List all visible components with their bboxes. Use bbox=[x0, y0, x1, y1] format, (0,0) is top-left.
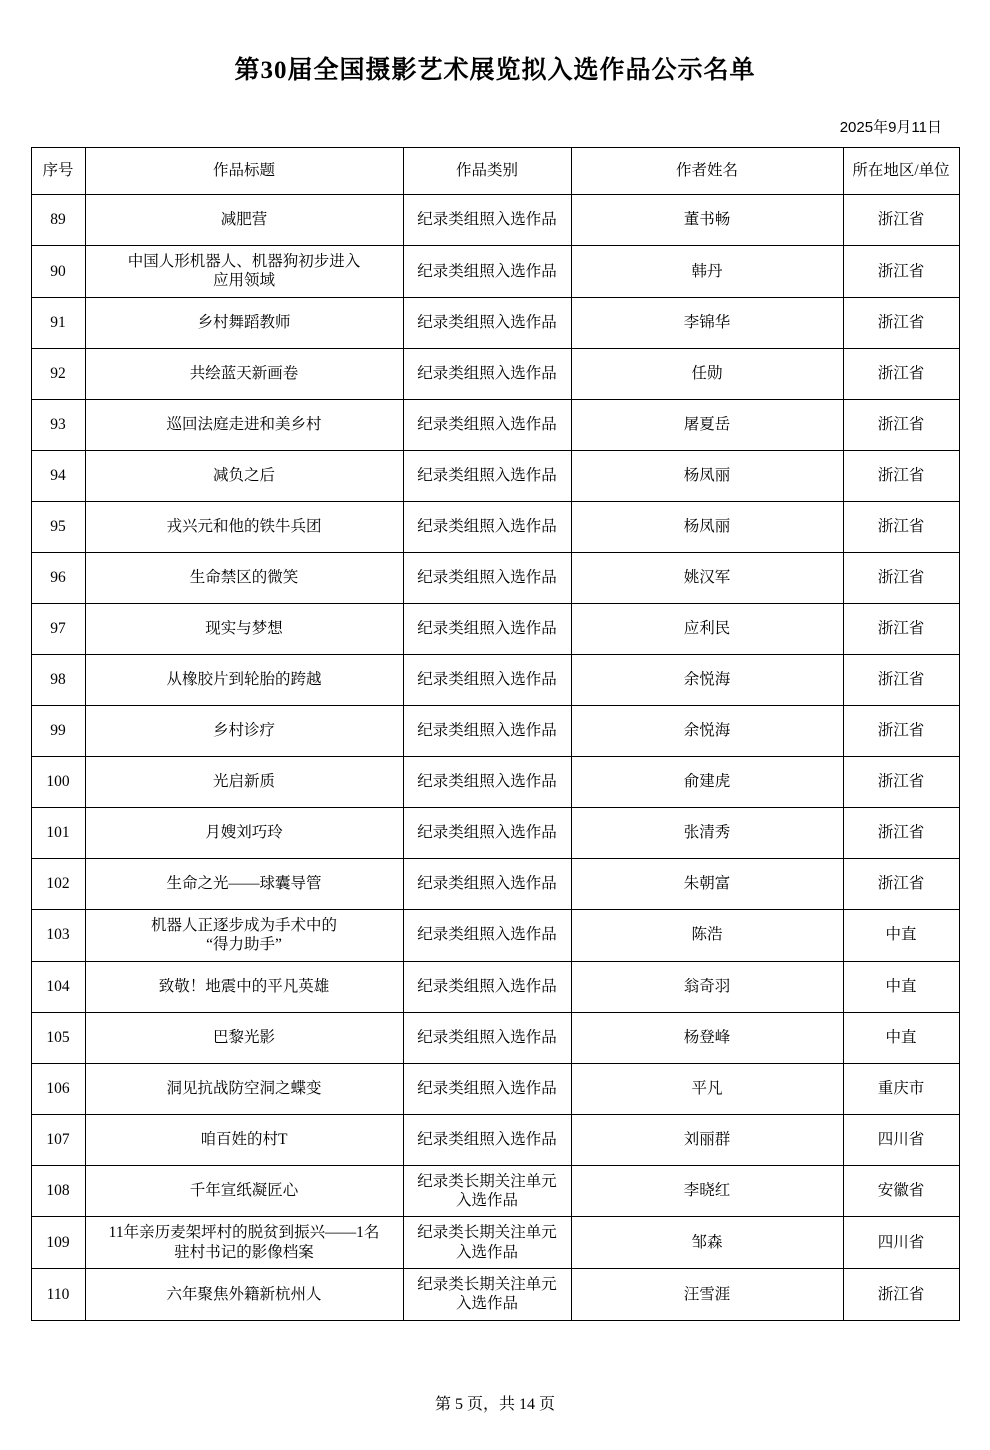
column-header-title: 作品标题 bbox=[85, 148, 403, 195]
cell-index: 103 bbox=[31, 909, 85, 961]
cell-author: 杨凤丽 bbox=[571, 501, 843, 552]
table-row bbox=[31, 858, 959, 909]
cell-author: 翁奇羽 bbox=[571, 961, 843, 1012]
table-row bbox=[31, 552, 959, 603]
table-row bbox=[31, 961, 959, 1012]
column-header-index: 序号 bbox=[31, 148, 85, 195]
cell-index: 91 bbox=[31, 297, 85, 348]
cell-author: 李晓红 bbox=[571, 1165, 843, 1217]
cell-author: 俞建虎 bbox=[571, 756, 843, 807]
table-row bbox=[31, 1165, 959, 1217]
cell-category: 纪录类组照入选作品 bbox=[403, 1012, 571, 1063]
cell-index: 94 bbox=[31, 450, 85, 501]
cell-index: 110 bbox=[31, 1269, 85, 1321]
cell-author: 朱朝富 bbox=[571, 858, 843, 909]
cell-title: 戎兴元和他的铁牛兵团 bbox=[85, 501, 403, 552]
cell-title: 减负之后 bbox=[85, 450, 403, 501]
cell-category: 纪录类组照入选作品 bbox=[403, 246, 571, 298]
cell-category: 纪录类组照入选作品 bbox=[403, 909, 571, 961]
table-row bbox=[31, 756, 959, 807]
selected-works-table bbox=[31, 147, 960, 1321]
table-row bbox=[31, 654, 959, 705]
cell-index: 92 bbox=[31, 348, 85, 399]
table-row bbox=[31, 348, 959, 399]
cell-category: 纪录类组照入选作品 bbox=[403, 450, 571, 501]
table-row bbox=[31, 399, 959, 450]
table-row bbox=[31, 1012, 959, 1063]
cell-index: 101 bbox=[31, 807, 85, 858]
cell-author: 平凡 bbox=[571, 1063, 843, 1114]
cell-category: 纪录类组照入选作品 bbox=[403, 297, 571, 348]
column-header-region: 所在地区/单位 bbox=[843, 148, 959, 195]
table-row bbox=[31, 1269, 959, 1321]
cell-category: 纪录类组照入选作品 bbox=[403, 603, 571, 654]
cell-index: 108 bbox=[31, 1165, 85, 1217]
table-header-row bbox=[31, 148, 959, 195]
cell-region: 浙江省 bbox=[843, 399, 959, 450]
cell-title: 巴黎光影 bbox=[85, 1012, 403, 1063]
publish-date: 2025年9月11日 bbox=[839, 119, 942, 136]
cell-category: 纪录类组照入选作品 bbox=[403, 348, 571, 399]
table-row bbox=[31, 195, 959, 246]
cell-region: 浙江省 bbox=[843, 807, 959, 858]
cell-category: 纪录类组照入选作品 bbox=[403, 858, 571, 909]
cell-title: 咱百姓的村T bbox=[85, 1114, 403, 1165]
cell-category: 纪录类组照入选作品 bbox=[403, 756, 571, 807]
table-row bbox=[31, 807, 959, 858]
cell-category: 纪录类组照入选作品 bbox=[403, 195, 571, 246]
cell-region: 中直 bbox=[843, 909, 959, 961]
column-header-author: 作者姓名 bbox=[571, 148, 843, 195]
cell-title: 中国人形机器人、机器狗初步进入 应用领域 bbox=[85, 246, 403, 298]
cell-region: 浙江省 bbox=[843, 195, 959, 246]
cell-region: 浙江省 bbox=[843, 858, 959, 909]
cell-title: 乡村舞蹈教师 bbox=[85, 297, 403, 348]
cell-region: 浙江省 bbox=[843, 348, 959, 399]
table-row bbox=[31, 705, 959, 756]
cell-index: 100 bbox=[31, 756, 85, 807]
cell-author: 汪雪涯 bbox=[571, 1269, 843, 1321]
cell-author: 张清秀 bbox=[571, 807, 843, 858]
cell-author: 余悦海 bbox=[571, 705, 843, 756]
table-row bbox=[31, 603, 959, 654]
cell-title: 致敬！地震中的平凡英雄 bbox=[85, 961, 403, 1012]
cell-category: 纪录类组照入选作品 bbox=[403, 399, 571, 450]
cell-region: 重庆市 bbox=[843, 1063, 959, 1114]
cell-title: 乡村诊疗 bbox=[85, 705, 403, 756]
cell-region: 中直 bbox=[843, 1012, 959, 1063]
cell-index: 97 bbox=[31, 603, 85, 654]
cell-region: 浙江省 bbox=[843, 501, 959, 552]
table-row bbox=[31, 1063, 959, 1114]
cell-category: 纪录类组照入选作品 bbox=[403, 501, 571, 552]
cell-region: 安徽省 bbox=[843, 1165, 959, 1217]
table-row bbox=[31, 501, 959, 552]
table-row bbox=[31, 909, 959, 961]
cell-author: 杨登峰 bbox=[571, 1012, 843, 1063]
cell-author: 应利民 bbox=[571, 603, 843, 654]
document-page bbox=[0, 50, 990, 1450]
cell-author: 余悦海 bbox=[571, 654, 843, 705]
column-header-category: 作品类别 bbox=[403, 148, 571, 195]
cell-title: 千年宣纸凝匠心 bbox=[85, 1165, 403, 1217]
cell-category: 纪录类长期关注单元 入选作品 bbox=[403, 1165, 571, 1217]
cell-author: 李锦华 bbox=[571, 297, 843, 348]
cell-region: 中直 bbox=[843, 961, 959, 1012]
cell-index: 93 bbox=[31, 399, 85, 450]
cell-index: 96 bbox=[31, 552, 85, 603]
cell-title: 光启新质 bbox=[85, 756, 403, 807]
table-row bbox=[31, 1114, 959, 1165]
page-title: 第30届全国摄影艺术展览拟入选作品公示名单 bbox=[234, 57, 756, 84]
cell-index: 90 bbox=[31, 246, 85, 298]
cell-author: 屠夏岳 bbox=[571, 399, 843, 450]
page-footer: 第 5 页，共 14 页 bbox=[434, 1396, 555, 1413]
cell-author: 陈浩 bbox=[571, 909, 843, 961]
cell-title: 六年聚焦外籍新杭州人 bbox=[85, 1269, 403, 1321]
cell-index: 98 bbox=[31, 654, 85, 705]
cell-title: 生命之光——球囊导管 bbox=[85, 858, 403, 909]
cell-index: 102 bbox=[31, 858, 85, 909]
table-row bbox=[31, 246, 959, 298]
table-row bbox=[31, 450, 959, 501]
cell-region: 四川省 bbox=[843, 1217, 959, 1269]
cell-category: 纪录类组照入选作品 bbox=[403, 1114, 571, 1165]
cell-title: 从橡胶片到轮胎的跨越 bbox=[85, 654, 403, 705]
cell-index: 109 bbox=[31, 1217, 85, 1269]
cell-region: 浙江省 bbox=[843, 552, 959, 603]
cell-author: 董书畅 bbox=[571, 195, 843, 246]
cell-index: 99 bbox=[31, 705, 85, 756]
cell-author: 杨凤丽 bbox=[571, 450, 843, 501]
cell-title: 生命禁区的微笑 bbox=[85, 552, 403, 603]
cell-index: 104 bbox=[31, 961, 85, 1012]
cell-title: 巡回法庭走进和美乡村 bbox=[85, 399, 403, 450]
cell-author: 姚汉军 bbox=[571, 552, 843, 603]
cell-category: 纪录类组照入选作品 bbox=[403, 552, 571, 603]
cell-region: 浙江省 bbox=[843, 450, 959, 501]
cell-title: 减肥营 bbox=[85, 195, 403, 246]
cell-author: 韩丹 bbox=[571, 246, 843, 298]
cell-category: 纪录类组照入选作品 bbox=[403, 705, 571, 756]
cell-region: 浙江省 bbox=[843, 246, 959, 298]
cell-region: 浙江省 bbox=[843, 654, 959, 705]
cell-region: 浙江省 bbox=[843, 705, 959, 756]
cell-index: 106 bbox=[31, 1063, 85, 1114]
cell-index: 105 bbox=[31, 1012, 85, 1063]
cell-title: 洞见抗战防空洞之蝶变 bbox=[85, 1063, 403, 1114]
table-row bbox=[31, 297, 959, 348]
cell-category: 纪录类组照入选作品 bbox=[403, 807, 571, 858]
cell-region: 浙江省 bbox=[843, 756, 959, 807]
cell-index: 89 bbox=[31, 195, 85, 246]
cell-region: 四川省 bbox=[843, 1114, 959, 1165]
cell-title: 机器人正逐步成为手术中的 “得力助手” bbox=[85, 909, 403, 961]
cell-category: 纪录类组照入选作品 bbox=[403, 961, 571, 1012]
cell-category: 纪录类长期关注单元 入选作品 bbox=[403, 1217, 571, 1269]
cell-category: 纪录类组照入选作品 bbox=[403, 1063, 571, 1114]
cell-author: 刘丽群 bbox=[571, 1114, 843, 1165]
cell-title: 现实与梦想 bbox=[85, 603, 403, 654]
cell-author: 邹森 bbox=[571, 1217, 843, 1269]
cell-title: 月嫂刘巧玲 bbox=[85, 807, 403, 858]
cell-index: 95 bbox=[31, 501, 85, 552]
table-row bbox=[31, 1217, 959, 1269]
cell-title: 共绘蓝天新画卷 bbox=[85, 348, 403, 399]
cell-title: 11年亲历麦架坪村的脱贫到振兴——1名 驻村书记的影像档案 bbox=[85, 1217, 403, 1269]
cell-index: 107 bbox=[31, 1114, 85, 1165]
cell-category: 纪录类组照入选作品 bbox=[403, 654, 571, 705]
cell-region: 浙江省 bbox=[843, 297, 959, 348]
cell-category: 纪录类长期关注单元 入选作品 bbox=[403, 1269, 571, 1321]
cell-author: 任勋 bbox=[571, 348, 843, 399]
cell-region: 浙江省 bbox=[843, 1269, 959, 1321]
cell-region: 浙江省 bbox=[843, 603, 959, 654]
